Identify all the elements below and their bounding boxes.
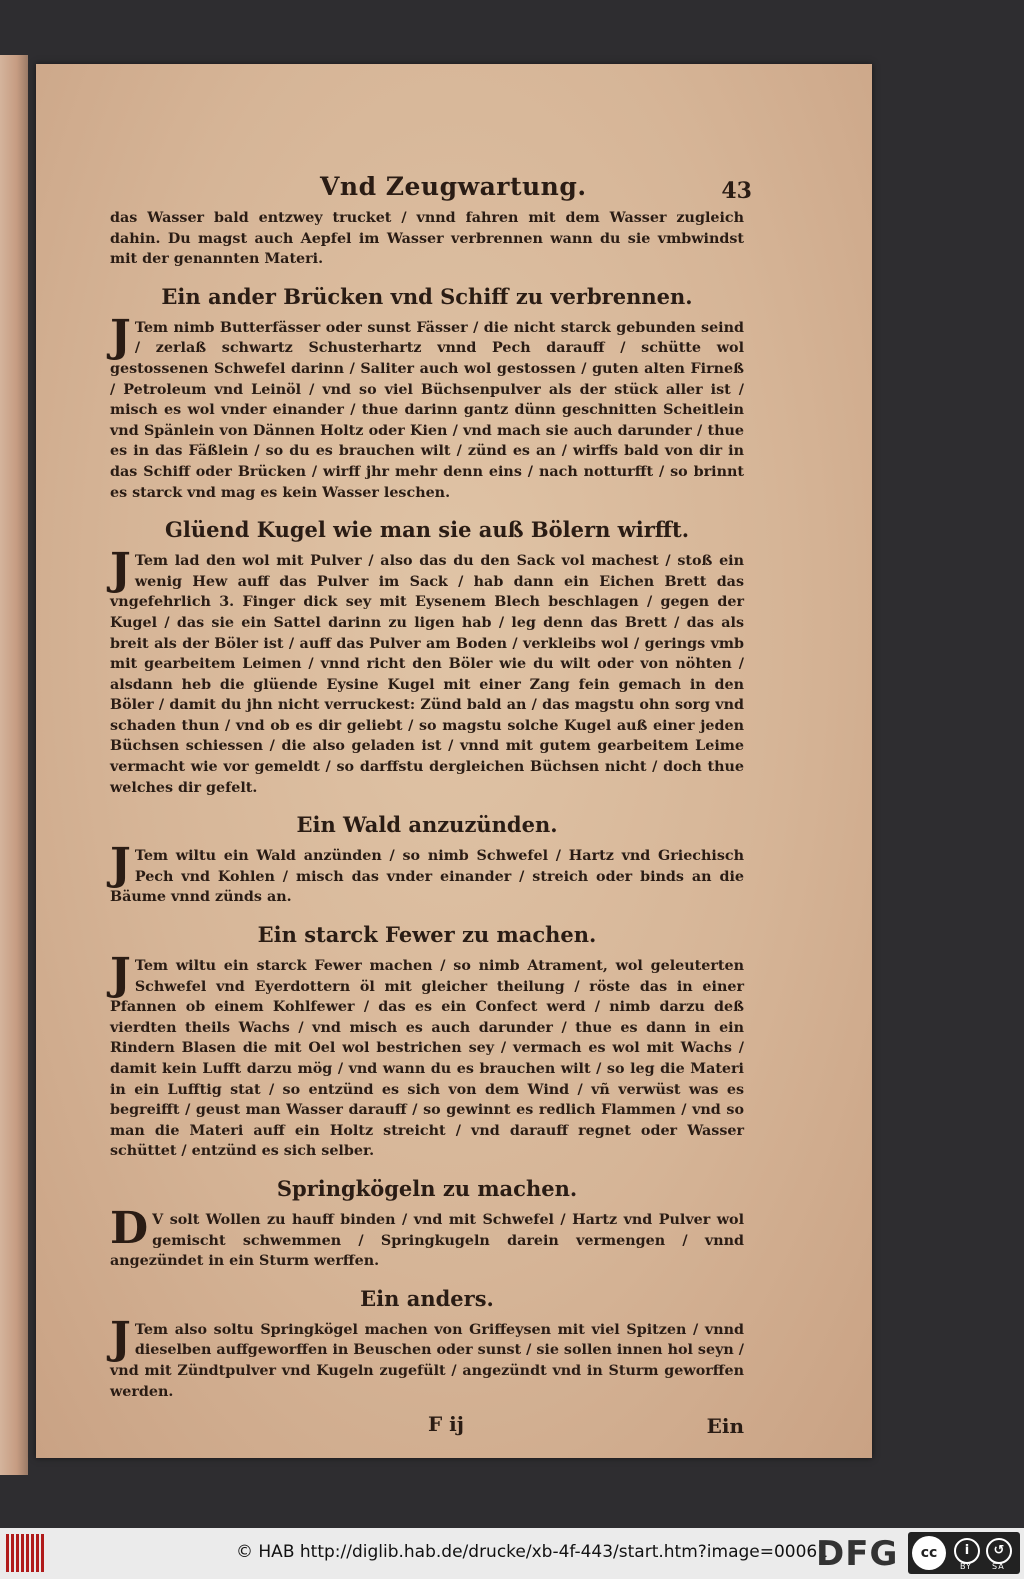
share-alike-icon: ↺ [986,1538,1012,1564]
signature-mark: F ij [428,1412,464,1437]
section-heading: Springkögeln zu machen. [276,1175,578,1201]
adjacent-page-edge [0,55,28,1475]
opening-paragraph: das Wasser bald entzwey trucket / vnnd fahren mit dem Wasser zugleich dahin. Du magst auch Aepfel im Wasser verbrennen wann du sie vmbwindst mit der genannten Materi. [110,210,744,268]
section-heading: Ein Wald anzuzünden. [296,812,558,838]
viewer-footer-bar [0,1528,1024,1579]
catchword: Ein [706,1414,744,1439]
page-number: 43 [721,178,752,204]
by-attribution-icon: i [954,1538,980,1564]
section-heading: Glüend Kugel wie man sie auß Bölern wirfft. [164,517,690,543]
section-body: DV solt Wollen zu hauff binden / vnd mit Schwefel / Hartz vnd Pulver wol gemischt schwemmen / Springkugeln darein vermengen / vnnd angezündet in ein Sturm werffen. [110,1202,744,1270]
section-heading: Ein starck Fewer zu machen. [257,922,597,948]
section-heading: Ein anders. [360,1285,494,1311]
section-heading: Ein ander Brücken vnd Schiff zu verbrennen. [161,283,693,309]
section-body: JTem also soltu Springkögel machen von Griffeysen mit viel Spitzen / vnnd dieselben auffgeworffen in Beuschen oder sunst / sie sollen innen hol seyn / vnd mit Zündtpulver vnd Kugeln zugefült / angezündt vnd in Sturm geworffen werden. [110,1312,744,1400]
section-body: JTem wiltu ein starck Fewer machen / so nimb Atrament, wol geleuterten Schwefel vnd Eyerdottern öl mit gleicher theilung / röste das in einer Pfannen ob einem Kohlfewer / das es ein Confect werd / nimb darzu deß vierdten theils Wachs / vnd misch es auch darunder / thue es dann in ein Rindern Blasen die mit Oel wol bestrichen sey / vermach es wol mit Wachs / damit kein Lufft darzu mög / vnd wann du es brauchen wilt / so leg die Materi in ein Lufftig stat / so entzünd es sich von dem Wind / vñ verwüst was es begreifft / geust man Wasser darauff / so gewinnt es redlich Flammen / vnd so man die Materi auff ein Holtz streicht / vnd darauff regnet oder Wasser schüttet / entzünd es sich selber. [110,949,744,1160]
section-body: JTem wiltu ein Wald anzünden / so nimb Schwefel / Hartz vnd Griechisch Pech vnd Kohlen / misch das vnder einander / streich oder binds an die Bäume vnnd zünds an. [110,839,744,906]
section-body: JTem nimb Butterfässer oder sunst Fässer / die nicht starck gebunden seind / zerlaß schwartz Schusterhartz vnnd Pech darauff / schütte wol gestossenen Schwefel darinn / Saliter auch wol gestossen / guten alten Firneß / Petroleum vnd Leinöl / vnd so viel Büchsenpulver als der stück aller ist / misch es wol vnder einander / thue darinn gantz dünn geschnitten Scheitlein vnd Spänlein von Dännen Holtz oder Kien / vnd mach sie auch darunder / thue es in das Fäßlein / so du es brauchen wilt / zünd es an / wirffs bald von dir in das Schiff oder Brücken / wirff jhr mehr denn eins / nach notturfft / so brinnt es starck vnd mag es kein Wasser leschen. [110,310,744,501]
page-footer [110,1408,744,1442]
section-body: JTem lad den wol mit Pulver / also das du den Sack vol machest / stoß ein wenig Hew auff das Pulver im Sack / hab dann ein Eichen Brett das vngefehrlich 3. Finger dick sey mit Eysenem Blech beschlagen / gegen der Kugel / das sie ein Sattel darinn zu ligen hab / leg denn das Brett / das als breit als der Böler ist / auff das Pulver am Boden / verkleibs wol / gerings vmb mit gearbeitem Leimen / vnnd richt den Böler wie du wilt oder von nöhten / alsdann heb die glüende Eysine Kugel mit einer Zang fein gemach in den Böler / damit du jhn nicht verruckest: Zünd bald an / das magstu ohn sorg vnd schaden thun / vnd ob es dir geliebt / so magstu solche Kugel auß einer jeden Büchsen schiessen / die also geladen ist / vnnd mit gutem gearbeitem Leime vermacht wie vor gemeldt / so darffstu dergleichen Büchsen nicht / doch thue welches dir gefelt. [110,544,744,796]
copyright-link[interactable]: © HAB http://diglib.hab.de/drucke/xb-4f-443/start.htm?image=00061 [236,1542,829,1562]
by-label: BY [960,1562,972,1571]
library-barcode-icon [6,1534,46,1572]
page-text-block [110,172,752,1442]
sa-label: SA [992,1562,1005,1571]
cc-icon: cc [912,1536,946,1570]
running-title: Vnd Zeugwartung. [320,172,587,201]
running-head [110,172,752,208]
book-page [36,64,872,1458]
cc-license-badge[interactable] [908,1532,1020,1574]
dfg-logo: DFG [816,1534,899,1574]
